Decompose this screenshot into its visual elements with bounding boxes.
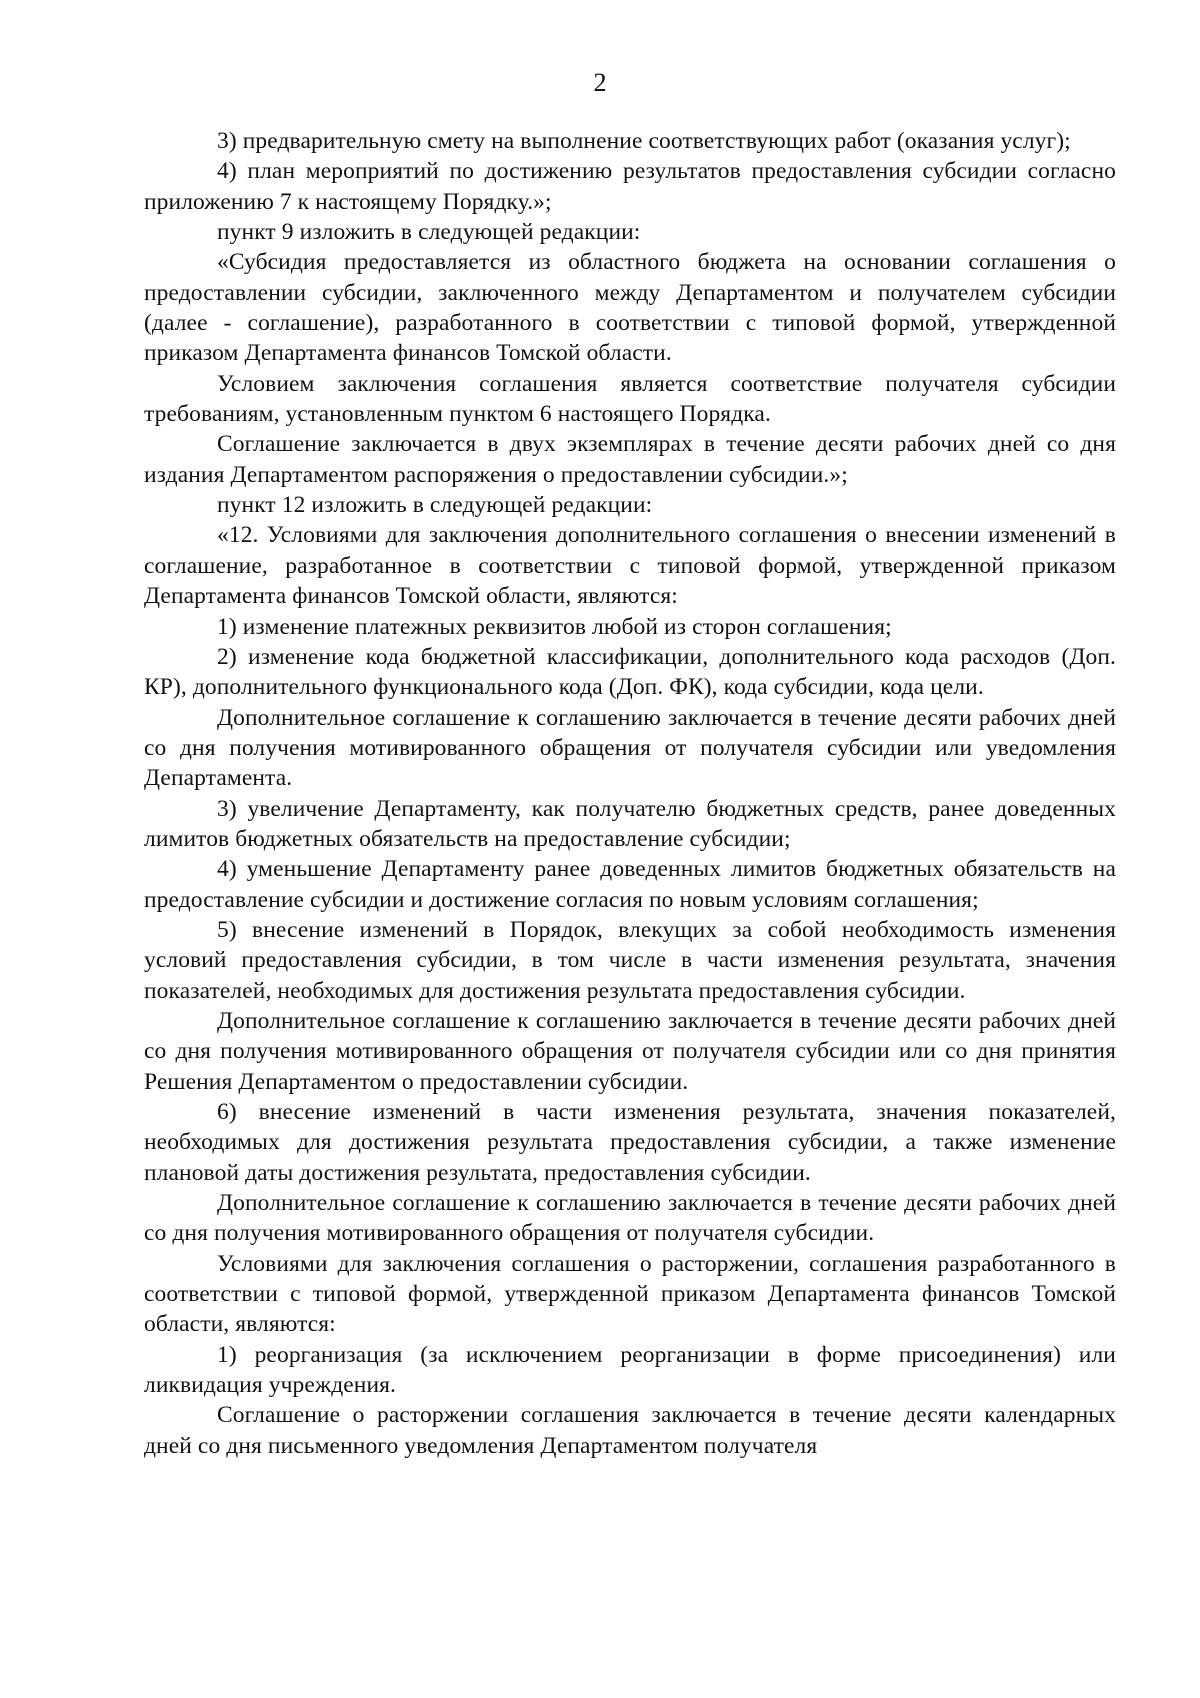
- paragraph: Дополнительное соглашение к соглашению заключается в течение десяти рабочих дней со дня получения мотивированного обращения от получателя субсидии или уведомления Департамента.: [144, 704, 1116, 792]
- paragraph: 3) увеличение Департаменту, как получателю бюджетных средств, ранее доведенных лимитов бюджетных обязательств на предоставление субсидии;: [144, 795, 1116, 852]
- paragraph: 2) изменение кода бюджетной классификации, дополнительного кода расходов (Доп. КР), дополнительного функционального кода (Доп. ФК), кода субсидии, кода цели.: [144, 643, 1116, 701]
- paragraph: Соглашение заключается в двух экземплярах в течение десяти рабочих дней со дня издания Департаментом распоряжения о предоставлении субсидии.»;: [144, 431, 1116, 488]
- paragraph: 3) предварительную смету на выполнение соответствующих работ (оказания услуг);: [217, 128, 1071, 154]
- paragraph: 1) реорганизация (за исключением реорганизации в форме присоединения) или ликвидация учреждения.: [144, 1341, 1116, 1399]
- paragraph: 5) внесение изменений в Порядок, влекущих за собой необходимость изменения условий предоставления субсидии, в том числе в части изменения результата, значения показателей, необходимых для достижения результата предоставления субсидии.: [144, 916, 1116, 1004]
- paragraph: 1) изменение платежных реквизитов любой из сторон соглашения;: [217, 613, 892, 640]
- paragraph: Дополнительное соглашение к соглашению заключается в течение десяти рабочих дней со дня получения мотивированного обращения от получателя субсидии или со дня принятия Решения Департаментом о предоставлении субсидии.: [144, 1007, 1116, 1095]
- paragraph: «Субсидия предоставляется из областного бюджета на основании соглашения о предоставлении субсидии, заключенного между Департаментом и получателем субсидии (далее - соглашение), разработанного в соответствии с типовой формой, утвержденной приказом Департамента финансов Томской области.: [144, 249, 1116, 367]
- paragraph: 6) внесение изменений в части изменения результата, значения показателей, необходимых для достижения результата предоставления субсидии, а также изменение плановой даты достижения результата, предоставления субсидии.: [144, 1099, 1116, 1186]
- paragraph: «12. Условиями для заключения дополнительного соглашения о внесении изменений в соглашение, разработанное в соответствии с типовой формой, утвержденной приказом Департамента финансов Томской области, являются:: [144, 522, 1116, 610]
- paragraph: Соглашение о расторжении соглашения заключается в течение десяти календарных дней со дня письменного уведомления Департаментом получателя: [144, 1402, 1116, 1459]
- document-body: [144, 126, 1116, 1461]
- paragraph: 4) план мероприятий по достижению результатов предоставления субсидии согласно приложению 7 к настоящему Порядку.»;: [144, 158, 1116, 215]
- paragraph: пункт 12 изложить в следующей редакции:: [217, 492, 653, 519]
- paragraph: Условиями для заключения соглашения о расторжении, соглашения разработанного в соответствии с типовой формой, утвержденной приказом Департамента финансов Томской области, являются:: [144, 1250, 1116, 1338]
- paragraph: Условием заключения соглашения является соответствие получателя субсидии требованиям, установленным пунктом 6 настоящего Порядка.: [144, 370, 1116, 428]
- paragraph: 4) уменьшение Департаменту ранее доведенных лимитов бюджетных обязательств на предоставление субсидии и достижение согласия по новым условиям соглашения;: [144, 856, 1116, 913]
- paragraph: Дополнительное соглашение к соглашению заключается в течение десяти рабочих дней со дня получения мотивированного обращения от получателя субсидии.: [144, 1190, 1116, 1247]
- page-number: 2: [593, 68, 607, 97]
- paragraph: пункт 9 изложить в следующей редакции:: [217, 219, 641, 246]
